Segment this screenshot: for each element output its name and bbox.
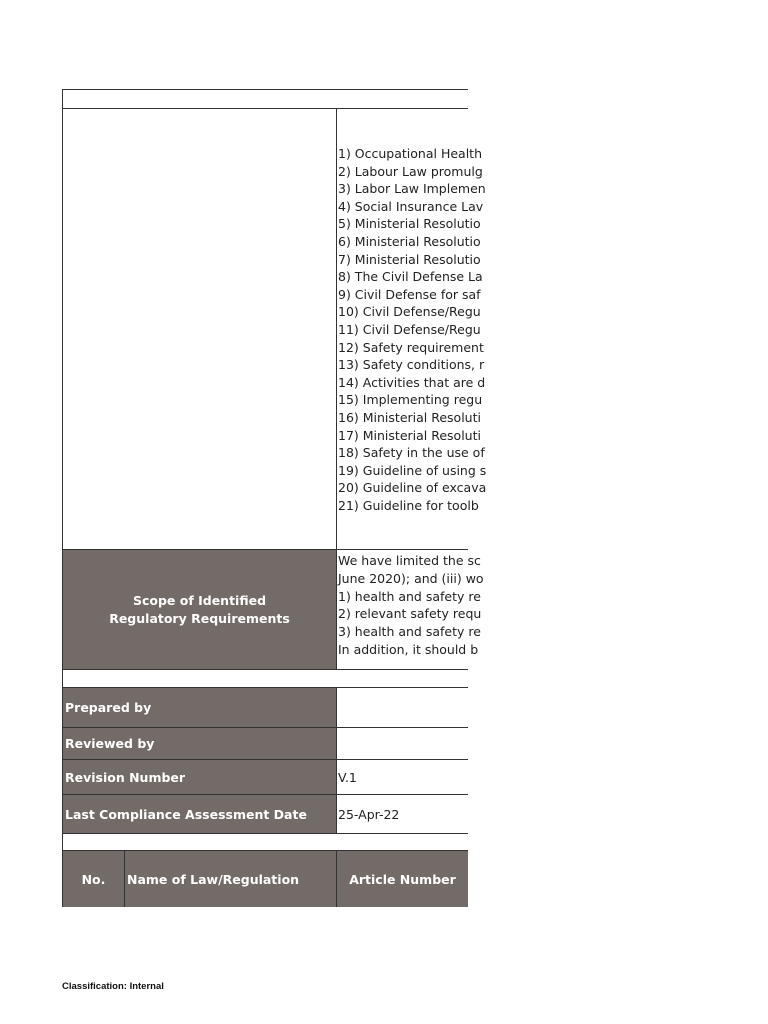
law-item: 16) Ministerial Resoluti (338, 409, 481, 425)
prepared-by-label: Prepared by (62, 687, 336, 727)
law-item: 2) Labour Law promulg (338, 163, 483, 179)
laws-row (62, 108, 487, 549)
blank-cell-lower (62, 833, 468, 850)
law-item: 12) Safety requirement (338, 339, 484, 355)
law-item: 8) The Civil Defense La (338, 269, 483, 285)
classification-label: Classification: Internal (62, 981, 164, 992)
table-header-row (62, 850, 468, 907)
blank-row-lower (62, 833, 468, 850)
law-item: 11) Civil Defense/Regu (338, 321, 481, 337)
blank-cell-top (62, 89, 468, 108)
law-item: 18) Safety in the use of (338, 445, 485, 461)
assessment-value: 25-Apr-22 (336, 794, 468, 833)
law-item: 6) Ministerial Resolutio (338, 233, 481, 249)
assessment-label: Last Compliance Assessment Date (62, 794, 336, 833)
scope-text (336, 549, 484, 669)
law-item: 4) Social Insurance Lav (338, 198, 484, 214)
scope-line: 3) health and safety re (338, 624, 481, 640)
reviewed-by-value (336, 727, 468, 759)
compliance-sheet (62, 89, 487, 907)
law-item: 7) Ministerial Resolutio (338, 251, 481, 267)
laws-list (336, 108, 487, 549)
blank-row-mid (62, 669, 468, 687)
revision-label: Revision Number (62, 759, 336, 794)
col-header-no: No. (62, 850, 124, 907)
scope-line: We have limited the sc (338, 553, 481, 568)
blank-row-top (62, 89, 468, 108)
law-item: 19) Guideline of using s (338, 462, 487, 478)
prepared-by-row (62, 687, 468, 727)
law-item: 5) Ministerial Resolutio (338, 216, 481, 232)
law-item: 10) Civil Defense/Regu (338, 304, 481, 320)
prepared-by-value (336, 687, 468, 727)
scope-line: June 2020); and (iii) wo (338, 570, 484, 586)
laws-label-cell (62, 108, 336, 549)
law-item: 15) Implementing regu (338, 392, 483, 408)
reviewed-by-row (62, 727, 468, 759)
col-header-article: Article Number (336, 850, 468, 907)
law-item: 9) Civil Defense for saf (338, 286, 481, 302)
revision-row (62, 759, 468, 794)
law-item: 17) Ministerial Resoluti (338, 427, 481, 443)
reviewed-by-label: Reviewed by (62, 727, 336, 759)
scope-label-text: Scope of Identified Regulatory Requirements (109, 592, 290, 626)
scope-line: In addition, it should b (338, 641, 479, 657)
law-item: 1) Occupational Health (338, 146, 483, 161)
col-header-name: Name of Law/Regulation (124, 850, 336, 907)
revision-value: V.1 (336, 759, 468, 794)
scope-label (62, 549, 336, 669)
law-item: 21) Guideline for toolb (338, 497, 479, 513)
scope-row (62, 549, 484, 669)
scope-line: 1) health and safety re (338, 588, 481, 604)
law-item: 20) Guideline of excava (338, 480, 487, 496)
law-item: 13) Safety conditions, r (338, 357, 485, 373)
scope-line: 2) relevant safety requ (338, 606, 482, 622)
assessment-row (62, 794, 468, 833)
blank-cell-mid (62, 669, 468, 687)
law-item: 14) Activities that are d (338, 374, 486, 390)
law-item: 3) Labor Law Implemen (338, 181, 486, 197)
